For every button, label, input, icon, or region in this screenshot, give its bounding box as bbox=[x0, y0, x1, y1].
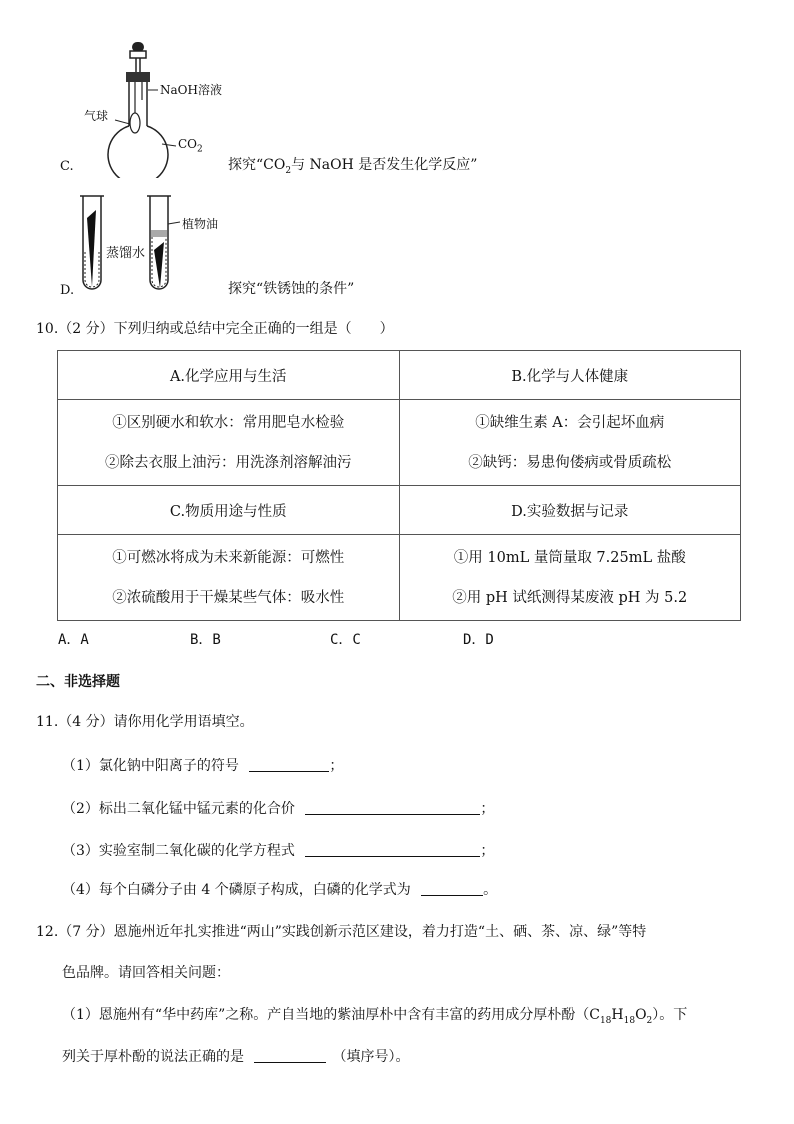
answer-blank-11-1[interactable] bbox=[249, 757, 329, 772]
answer-option-c[interactable]: C．C bbox=[330, 632, 361, 648]
question-11-part-4: （4）每个白磷分子由 4 个磷原子构成，白磷的化学式为 。 bbox=[62, 882, 498, 898]
balloon-label: 气球 bbox=[84, 109, 109, 123]
flask-apparatus-diagram bbox=[80, 38, 250, 178]
question-12-stem-line-2: 色品牌。请回答相关问题： bbox=[62, 965, 230, 981]
summary-table bbox=[57, 350, 741, 621]
group-c-heading: C.物质用途与性质 bbox=[58, 486, 400, 535]
test-tubes-diagram bbox=[80, 192, 190, 296]
naoh-solution-label: NaOH溶液 bbox=[160, 83, 222, 97]
co2-label: $CO_2$ bbox=[178, 137, 203, 155]
question-11-part-2: （2）标出二氧化锰中锰元素的化合价 ； bbox=[62, 801, 495, 817]
question-11-stem: 11.（4 分）请你用化学用语填空。 bbox=[36, 714, 254, 730]
distilled-water-label: 蒸馏水 bbox=[106, 246, 146, 261]
question-12-part-1-line-2: 列关于厚朴酚的说法正确的是 （填序号）。 bbox=[62, 1049, 410, 1065]
answer-blank-11-2[interactable] bbox=[305, 800, 480, 815]
group-c-items: ①可燃冰将成为未来新能源：可燃性 ②浓硫酸用于干燥某些气体：吸水性 bbox=[58, 535, 400, 621]
question-11-part-3: （3）实验室制二氧化碳的化学方程式 ； bbox=[62, 843, 495, 859]
question-12-stem-line-1: 12.（7 分）恩施州近年扎实推进“两山”实践创新示范区建设，着力打造“土、硒、茶、凉、绿”等特 bbox=[36, 924, 647, 940]
group-d-items: ①用 10mL 量筒量取 7.25mL 盐酸 ②用 pH 试纸测得某废液 pH 为 5.2 bbox=[399, 535, 741, 621]
option-d-letter: D. bbox=[60, 283, 75, 298]
question-12-part-1-line-1: （1）恩施州有“华中药库”之称。产自当地的紫油厚朴中含有丰富的药用成分厚朴酚$(C_{18}H_{18}O_2)$。下 bbox=[62, 1007, 688, 1026]
answer-option-b[interactable]: B．B bbox=[190, 632, 221, 648]
question-10-stem: 10.（2 分）下列归纳或总结中完全正确的一组是（ ） bbox=[36, 321, 394, 337]
answer-blank-11-3[interactable] bbox=[305, 842, 480, 857]
question-11-part-1: （1）氯化钠中阳离子的符号 ； bbox=[62, 758, 344, 774]
vegetable-oil-label: 植物油 bbox=[182, 217, 219, 231]
answer-blank-12-1[interactable] bbox=[254, 1048, 326, 1063]
answer-option-d[interactable]: D．D bbox=[463, 632, 494, 648]
section-2-title: 二、非选择题 bbox=[36, 674, 120, 690]
option-d-caption: 探究“铁锈蚀的条件” bbox=[228, 281, 355, 297]
answer-blank-11-4[interactable] bbox=[421, 881, 483, 896]
option-c-caption: 探究“$CO_2$与 NaOH 是否发生化学反应” bbox=[228, 157, 478, 176]
answer-option-a[interactable]: A．A bbox=[58, 632, 89, 648]
group-b-items: ①缺维生素 A：会引起坏血病 ②缺钙：易患佝偻病或骨质疏松 bbox=[399, 400, 741, 486]
option-c-letter: C. bbox=[60, 159, 74, 174]
group-a-items: ①区别硬水和软水：常用肥皂水检验 ②除去衣服上油污：用洗涤剂溶解油污 bbox=[58, 400, 400, 486]
group-b-heading: B.化学与人体健康 bbox=[399, 351, 741, 400]
group-a-heading: A.化学应用与生活 bbox=[58, 351, 400, 400]
group-d-heading: D.实验数据与记录 bbox=[399, 486, 741, 535]
